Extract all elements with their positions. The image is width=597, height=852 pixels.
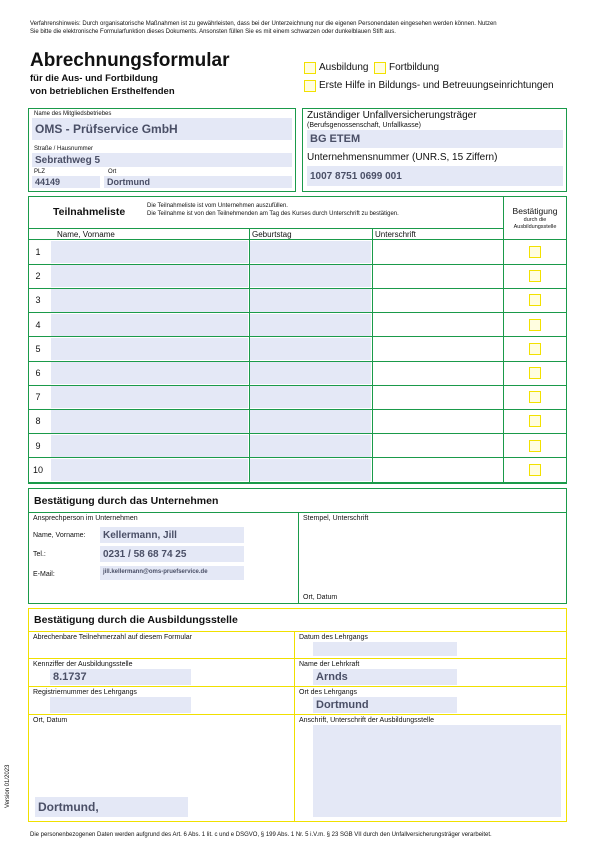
form-title: Abrechnungsformular [30, 50, 230, 71]
participant-name-field[interactable] [51, 410, 248, 432]
company-date-label: Ort, Datum [303, 594, 338, 601]
row-number: 4 [35, 319, 41, 330]
row-number: 2 [35, 271, 41, 282]
ort-value: Dortmund [107, 177, 150, 187]
rows-top-line [28, 239, 567, 240]
participant-list-title: Teilnahmeliste [53, 206, 126, 218]
ort-label: Ort [108, 169, 117, 175]
subtitle-line-1: für die Aus- und Fortbildung [30, 73, 158, 84]
participant-name-field[interactable] [51, 338, 248, 360]
col-divider-sign [372, 228, 373, 484]
fortbildung-checkbox[interactable] [374, 62, 386, 74]
company-name-label: Name des Mitgliedsbetriebes [34, 111, 112, 117]
email-value: jill.kellermann@oms-pruefservice.de [103, 569, 208, 575]
participant-birth-field[interactable] [250, 386, 371, 408]
tel-label: Tel.: [33, 551, 46, 558]
notice-line-1: Verfahrenshinweis: Durch organisatorische Maßnahmen ist zu gewährleisten, dass bei der Unterzeichnung nur die eigenen Personendaten eingesehen werden können. Nutzen [30, 21, 497, 27]
street-value: Sebrathweg 5 [35, 155, 101, 166]
privacy-notice: Die personenbezogenen Daten werden aufgrund des Art. 6 Abs. 1 lit. c und e DSGVO, § 199 Abs. 1 Nr. 5 i.V.m. § 23 SGB VII durch den Unfallversicherungsträger verarbeitet. [30, 832, 492, 838]
ausbildung-label: Ausbildung [319, 62, 369, 73]
participant-note-1: Die Teilnahmeliste ist vom Unternehmen auszufüllen. [147, 203, 288, 209]
ausbildung-checkbox[interactable] [304, 62, 316, 74]
confirm-column-sub [504, 217, 566, 231]
participant-name-field[interactable] [51, 265, 248, 287]
training-line-2 [28, 658, 567, 659]
trainer-label: Name der Lehrkraft [299, 661, 360, 668]
participant-birth-field[interactable] [250, 265, 371, 287]
procedure-notice [30, 21, 580, 36]
plz-value: 44149 [35, 177, 61, 187]
row-confirm-checkbox[interactable] [529, 391, 541, 403]
confirm-column-title: Bestätigung [512, 206, 558, 216]
row-confirm-checkbox[interactable] [529, 246, 541, 258]
contact-name-label: Name, Vorname: [33, 532, 86, 539]
training-line-1 [28, 631, 567, 632]
row-divider [28, 482, 567, 483]
participant-name-field[interactable] [51, 241, 248, 263]
participant-name-field[interactable] [51, 435, 248, 457]
participant-name-field[interactable] [51, 459, 248, 481]
row-number: 8 [35, 416, 41, 427]
company-name-value: OMS - Prüfservice GmbH [35, 122, 178, 136]
center-id-value: 8.1737 [53, 671, 87, 683]
stamp-label: Stempel, Unterschrift [303, 515, 369, 522]
participant-note-2: Die Teilnahme ist von den Teilnehmenden am Tag des Kurses durch Unterschrift zu bestätigen. [147, 210, 399, 217]
training-line-4 [28, 714, 567, 715]
unr-label: Unternehmensnummer (UNR.S, 15 Ziffern) [307, 152, 498, 163]
participant-name-field[interactable] [51, 386, 248, 408]
row-number: 3 [35, 295, 41, 306]
course-date-field[interactable] [313, 642, 457, 656]
row-number: 5 [35, 343, 41, 354]
contact-name-value: Kellermann, Jill [103, 530, 177, 541]
plz-label: PLZ [34, 169, 46, 175]
company-confirm-title: Bestätigung durch das Unternehmen [34, 495, 219, 507]
training-confirm-title: Bestätigung durch die Ausbildungsstelle [34, 614, 238, 626]
confirm-sub-1: durch die [523, 217, 547, 223]
center-sign-field[interactable] [313, 725, 561, 817]
place-label: Ort des Lehrgangs [299, 689, 357, 696]
participant-name-field[interactable] [51, 362, 248, 384]
center-id-label: Kennziffer der Ausbildungsstelle [33, 661, 133, 668]
participant-birth-field[interactable] [250, 362, 371, 384]
header-divider [28, 228, 503, 229]
participant-birth-field[interactable] [250, 338, 371, 360]
street-label: Straße / Hausnummer [34, 146, 94, 152]
row-confirm-checkbox[interactable] [529, 415, 541, 427]
training-col-divider [294, 631, 295, 822]
row-confirm-checkbox[interactable] [529, 464, 541, 476]
place-value: Dortmund [316, 699, 369, 711]
participant-birth-field[interactable] [250, 459, 371, 481]
insurer-name-value: BG ETEM [310, 133, 361, 145]
fortbildung-label: Fortbildung [389, 62, 440, 73]
version-label: Version 01/2023 [5, 764, 11, 808]
row-confirm-checkbox[interactable] [529, 294, 541, 306]
place-date-label: Ort, Datum [33, 717, 68, 724]
row-number: 1 [35, 247, 41, 257]
row-confirm-checkbox[interactable] [529, 270, 541, 282]
email-label: E-Mail: [33, 571, 55, 578]
erste-hilfe-label: Erste Hilfe in Bildungs- und Betreuungseinrichtungen [319, 80, 554, 91]
participant-birth-field[interactable] [250, 435, 371, 457]
insurer-sublabel: (Berufsgenossenschaft, Unfallkasse) [307, 122, 421, 129]
insurer-label: Zuständiger Unfallversicherungsträger [307, 110, 477, 121]
participant-birth-field[interactable] [250, 241, 371, 263]
form-subtitle [30, 72, 175, 98]
confirm-sub-2: Ausbildungsstelle [513, 224, 557, 230]
participant-birth-field[interactable] [250, 314, 371, 336]
participant-birth-field[interactable] [250, 410, 371, 432]
registration-field[interactable] [50, 697, 191, 713]
trainer-value: Arnds [316, 671, 348, 683]
row-confirm-checkbox[interactable] [529, 440, 541, 452]
col-sign-header: Unterschrift [375, 230, 416, 239]
unr-value: 1007 8751 0699 001 [310, 171, 402, 182]
registration-label: Registriernummer des Lehrgangs [33, 689, 137, 696]
erste-hilfe-checkbox[interactable] [304, 80, 316, 92]
tel-value: 0231 / 58 68 74 25 [103, 549, 187, 560]
company-confirm-col-divider [298, 512, 299, 604]
center-sign-label: Anschrift, Unterschrift der Ausbildungsstelle [299, 717, 435, 724]
row-number: 9 [35, 440, 41, 451]
training-line-3 [28, 686, 567, 687]
col-birth-header: Geburtstag [252, 230, 292, 239]
col-name-header: Name, Vorname [57, 230, 115, 239]
participant-list-note [147, 203, 399, 218]
row-number: 6 [35, 368, 41, 378]
row-confirm-checkbox[interactable] [529, 343, 541, 355]
row-confirm-checkbox[interactable] [529, 367, 541, 379]
notice-line-2: Sie bitte die elektronische Formularfunktion dieses Dokuments. Ansonsten füllen Sie es mit einem schwarzen oder dunkelblauen Stift aus. [30, 28, 396, 35]
participant-name-field[interactable] [51, 289, 248, 311]
row-number: 10 [32, 464, 43, 475]
subtitle-line-2: von betrieblichen Ersthelfenden [30, 86, 175, 97]
row-confirm-checkbox[interactable] [529, 319, 541, 331]
course-date-label: Datum des Lehrgangs [299, 634, 368, 641]
participant-name-field[interactable] [51, 314, 248, 336]
place-date-value: Dortmund, [38, 800, 99, 814]
row-number: 7 [35, 392, 41, 403]
count-label: Abrechenbare Teilnehmerzahl auf diesem Formular [33, 634, 193, 641]
participant-birth-field[interactable] [250, 289, 371, 311]
contact-label: Ansprechperson im Unternehmen [33, 515, 138, 522]
